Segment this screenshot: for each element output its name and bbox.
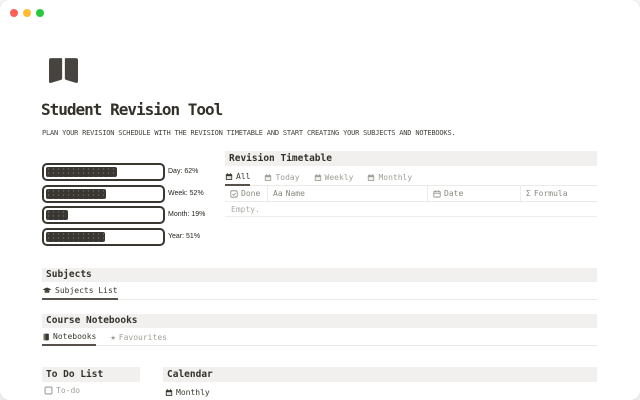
column-formula[interactable]	[521, 186, 597, 201]
progress-day	[42, 163, 224, 181]
checkbox-checked-icon	[230, 190, 238, 198]
course-notebooks-header: Course Notebooks	[42, 314, 597, 328]
progress-year	[42, 228, 224, 246]
calendar-icon	[165, 389, 173, 397]
zoom-button[interactable]	[36, 9, 44, 17]
calendar-icon	[433, 190, 441, 198]
window-controls	[10, 9, 44, 17]
notebook-icon	[42, 333, 50, 341]
calendar-icon	[264, 174, 272, 182]
column-name[interactable]	[268, 186, 428, 201]
tab-label: Subjects List	[55, 286, 118, 295]
close-button[interactable]	[10, 9, 18, 17]
progress-fill	[46, 210, 68, 220]
progress-label: Month: 19%	[168, 211, 206, 218]
calendar-header: Calendar	[163, 367, 597, 382]
progress-label: Week: 52%	[168, 189, 204, 197]
progress-bar	[42, 163, 165, 181]
tab-weekly[interactable]	[314, 173, 354, 185]
calendar-icon	[367, 174, 375, 182]
progress-fill	[46, 232, 105, 242]
tab-label: Weekly	[324, 173, 354, 182]
checkbox-empty-icon	[44, 386, 53, 395]
progress-bar	[42, 185, 165, 203]
tab-subjects-list[interactable]	[42, 286, 118, 300]
tab-label: Monthly	[176, 388, 210, 397]
calendar-icon	[225, 173, 233, 181]
revision-view-tabs	[225, 168, 597, 186]
column-label: Name	[285, 189, 305, 198]
progress-bar	[42, 228, 165, 246]
timetable-empty-row[interactable]: Empty.	[225, 202, 597, 217]
tab-label: Favourites	[118, 333, 167, 342]
tab-label: Today	[275, 173, 300, 182]
page-title: Student Revision Tool	[41, 100, 223, 119]
tab-notebooks[interactable]	[42, 332, 96, 346]
subjects-header: Subjects	[42, 268, 597, 282]
tab-label: All	[236, 172, 251, 181]
column-label: Formula	[533, 189, 568, 198]
tab-label: Notebooks	[53, 332, 97, 341]
column-done[interactable]	[225, 186, 268, 201]
tab-todo[interactable]	[44, 386, 80, 395]
progress-label: Day: 62%	[168, 168, 199, 175]
progress-month	[42, 206, 224, 224]
column-date[interactable]	[428, 186, 521, 201]
tab-label: To-do	[56, 386, 81, 395]
tab-favourites[interactable]	[110, 333, 167, 345]
column-label: Done	[241, 189, 261, 198]
open-book-icon[interactable]	[47, 56, 80, 85]
tab-label: Monthly	[378, 173, 413, 182]
todo-list-header: To Do List	[42, 367, 140, 382]
progress-week	[42, 185, 224, 203]
page-description: PLAN YOUR REVISION SCHEDULE WITH THE REVISION TIMETABLE AND START CREATING YOUR SUBJECTS AND NOTEBOOKS.	[42, 129, 456, 137]
progress-fill	[46, 189, 106, 199]
column-label: Date	[444, 189, 464, 198]
progress-bar	[42, 206, 165, 224]
tab-calendar-monthly[interactable]	[165, 388, 210, 397]
progress-fill	[46, 167, 117, 177]
progress-widgets	[42, 163, 224, 249]
tab-all[interactable]	[225, 172, 250, 186]
graduation-cap-icon	[42, 287, 52, 295]
minimize-button[interactable]	[23, 9, 31, 17]
text-Aa-icon: Aa	[273, 188, 283, 198]
tab-today[interactable]	[264, 173, 299, 185]
timetable-header-row	[225, 186, 597, 202]
calendar-icon	[314, 174, 322, 182]
star-icon: ★	[110, 332, 116, 343]
tab-monthly[interactable]	[367, 173, 412, 185]
revision-timetable-header: Revision Timetable	[225, 151, 597, 166]
subjects-tabs	[42, 283, 597, 300]
sigma-icon: Σ	[526, 188, 531, 198]
progress-label: Year: 51%	[168, 232, 201, 240]
notebooks-tabs	[42, 329, 597, 346]
